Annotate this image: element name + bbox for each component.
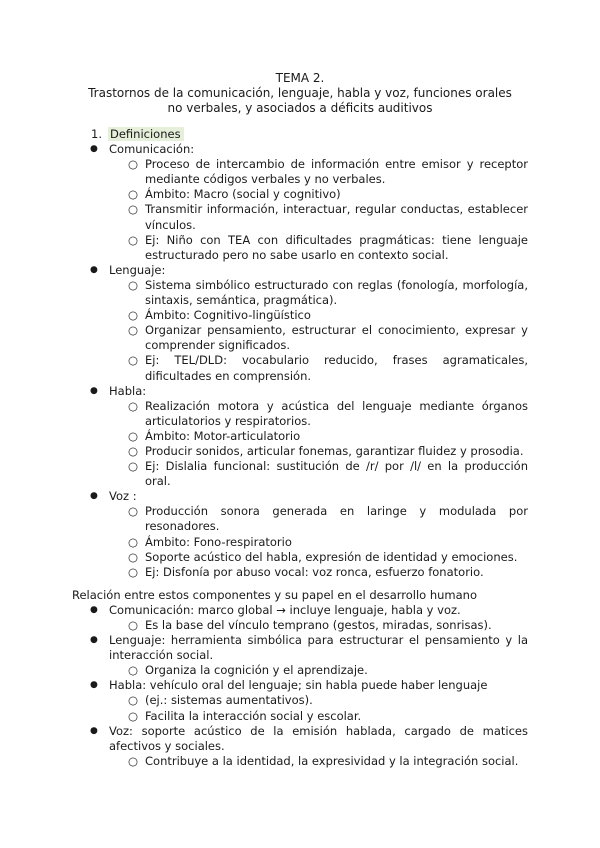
relation-item-text: Lenguaje: herramienta simbólica para estructurar el pensamiento y la interacción social. (109, 633, 528, 663)
hollow-bullet-icon: ○ (128, 277, 139, 292)
definition-subitem-text: Ej: TEL/DLD: vocabulario reducido, frases agramaticales, dificultades en comprensión. (145, 353, 528, 383)
definition-subitem (0, 459, 600, 489)
definition-label: Comunicación: (109, 142, 195, 157)
section-heading (0, 127, 600, 142)
definition-subitem-text: Ámbito: Cognitivo-lingüístico (145, 308, 311, 323)
filled-bullet-icon: ● (90, 680, 98, 691)
document-subtitle: Trastornos de la comunicación, lenguaje, habla y voz, funciones orales no verbales, y asociados a déficits auditivos (88, 86, 512, 115)
hollow-bullet-icon: ○ (128, 187, 139, 202)
filled-bullet-icon: ● (90, 725, 98, 736)
definitions-list (0, 142, 600, 580)
relation-item (0, 603, 600, 618)
hollow-bullet-icon: ○ (128, 693, 139, 708)
definition-item (0, 263, 600, 278)
relation-item-text: Voz: soporte acústico de la emisión hablada, cargado de matices afectivos y sociales. (109, 723, 528, 753)
relation-subitem-text: (ej.: sistemas aumentativos). (145, 693, 313, 708)
definition-item (0, 142, 600, 157)
definition-subitem-text: Soporte acústico del habla, expresión de identidad y emociones. (145, 549, 518, 564)
definition-subitem-text: Ámbito: Motor-articulatorio (145, 428, 301, 443)
definition-subitem (0, 444, 600, 459)
relation-item (0, 633, 600, 663)
section-number: 1. (91, 127, 102, 141)
definition-subitem-text: Ámbito: Macro (social y cognitivo) (145, 187, 341, 202)
definition-subitem (0, 399, 600, 429)
definition-subitem-text: Transmitir información, interactuar, regular conductas, establecer vínculos. (145, 202, 528, 232)
definition-subitem (0, 504, 600, 534)
document-title: TEMA 2. (275, 71, 325, 85)
definition-subitem (0, 565, 600, 580)
relation-subitem (0, 663, 600, 678)
definition-label: Voz : (109, 489, 137, 504)
definition-subitem (0, 308, 600, 323)
definition-subitem-text: Proceso de intercambio de información entre emisor y receptor mediante códigos verbales y no verbales. (145, 157, 528, 187)
filled-bullet-icon: ● (90, 604, 98, 615)
section-heading-text: Definiciones (108, 127, 184, 141)
hollow-bullet-icon: ○ (128, 353, 139, 368)
filled-bullet-icon: ● (90, 144, 98, 155)
relation-subitem-text: Es la base del vínculo temprano (gestos, miradas, sonrisas). (145, 618, 492, 632)
relation-item-text: Habla: vehículo oral del lenguaje; sin habla puede haber lenguaje (109, 678, 488, 693)
relation-item (0, 724, 600, 754)
relation-subitem (0, 693, 600, 708)
definition-item (0, 489, 600, 504)
definition-subitem-text: Realización motora y acústica del lenguaje mediante órganos articulatorios y respiratorios. (145, 398, 528, 428)
filled-bullet-icon: ● (90, 635, 98, 646)
definition-label: Habla: (109, 383, 147, 398)
hollow-bullet-icon: ○ (128, 663, 139, 678)
hollow-bullet-icon: ○ (128, 708, 139, 723)
definition-subitem (0, 353, 600, 383)
relation-subitem-text: Facilita la interacción social y escolar. (145, 708, 362, 723)
relation-subitem (0, 754, 600, 769)
definition-subitem (0, 278, 600, 308)
hollow-bullet-icon: ○ (128, 398, 139, 413)
definition-subitem-text: Ej: Niño con TEA con dificultades pragmáticas: tiene lenguaje estructurado pero no sabe usarlo en contexto social. (145, 232, 528, 262)
relation-intro: Relación entre estos componentes y su papel en el desarrollo humano (72, 587, 478, 602)
hollow-bullet-icon: ○ (128, 443, 139, 458)
hollow-bullet-icon: ○ (128, 308, 139, 323)
filled-bullet-icon: ● (90, 264, 98, 275)
relation-subitem-text: Organiza la cognición y el aprendizaje. (145, 663, 368, 678)
definition-subitem-text: Ej: Dislalia funcional: sustitución de /r/ por /l/ en la producción oral. (145, 459, 528, 489)
definition-subitem-text: Sistema simbólico estructurado con reglas (fonología, morfología, sintaxis, semántica, pragmática). (145, 277, 528, 308)
definition-subitem-text: Producción sonora generada en laringe y modulada por resonadores. (145, 504, 528, 534)
hollow-bullet-icon: ○ (128, 564, 139, 579)
definition-subitem (0, 429, 600, 444)
document-body (0, 127, 600, 769)
definition-label: Lenguaje: (109, 262, 166, 277)
hollow-bullet-icon: ○ (128, 534, 139, 549)
definition-item (0, 384, 600, 399)
relation-subitem-text: Contribuye a la identidad, la expresividad y la integración social. (145, 753, 519, 768)
definition-subitem (0, 550, 600, 565)
hollow-bullet-icon: ○ (128, 323, 139, 338)
definition-subitem (0, 233, 600, 263)
relation-item-text: Comunicación: marco global → incluye lenguaje, habla y voz. (109, 602, 461, 617)
hollow-bullet-icon: ○ (128, 232, 139, 247)
relation-subitem (0, 709, 600, 724)
definition-subitem-text: Ej: Disfonía por abuso vocal: voz ronca, esfuerzo fonatorio. (145, 564, 484, 579)
hollow-bullet-icon: ○ (128, 504, 139, 519)
definition-subitem-text: Organizar pensamiento, estructurar el conocimiento, expresar y comprender significados. (145, 323, 528, 353)
hollow-bullet-icon: ○ (128, 428, 139, 443)
definition-subitem-text: Ámbito: Fono-respiratorio (145, 534, 292, 549)
definition-subitem (0, 157, 600, 187)
filled-bullet-icon: ● (90, 385, 98, 396)
relation-list (0, 603, 600, 769)
hollow-bullet-icon: ○ (128, 549, 139, 564)
definition-subitem (0, 535, 600, 550)
hollow-bullet-icon: ○ (128, 753, 139, 768)
definition-subitem (0, 323, 600, 353)
hollow-bullet-icon: ○ (128, 618, 139, 632)
definition-subitem-text: Producir sonidos, articular fonemas, garantizar fluidez y prosodia. (145, 443, 524, 458)
hollow-bullet-icon: ○ (128, 202, 139, 217)
hollow-bullet-icon: ○ (128, 459, 139, 474)
hollow-bullet-icon: ○ (128, 157, 139, 172)
definition-subitem (0, 187, 600, 202)
relation-item (0, 678, 600, 693)
relation-subitem (0, 618, 600, 633)
definition-subitem (0, 202, 600, 232)
filled-bullet-icon: ● (90, 491, 98, 502)
